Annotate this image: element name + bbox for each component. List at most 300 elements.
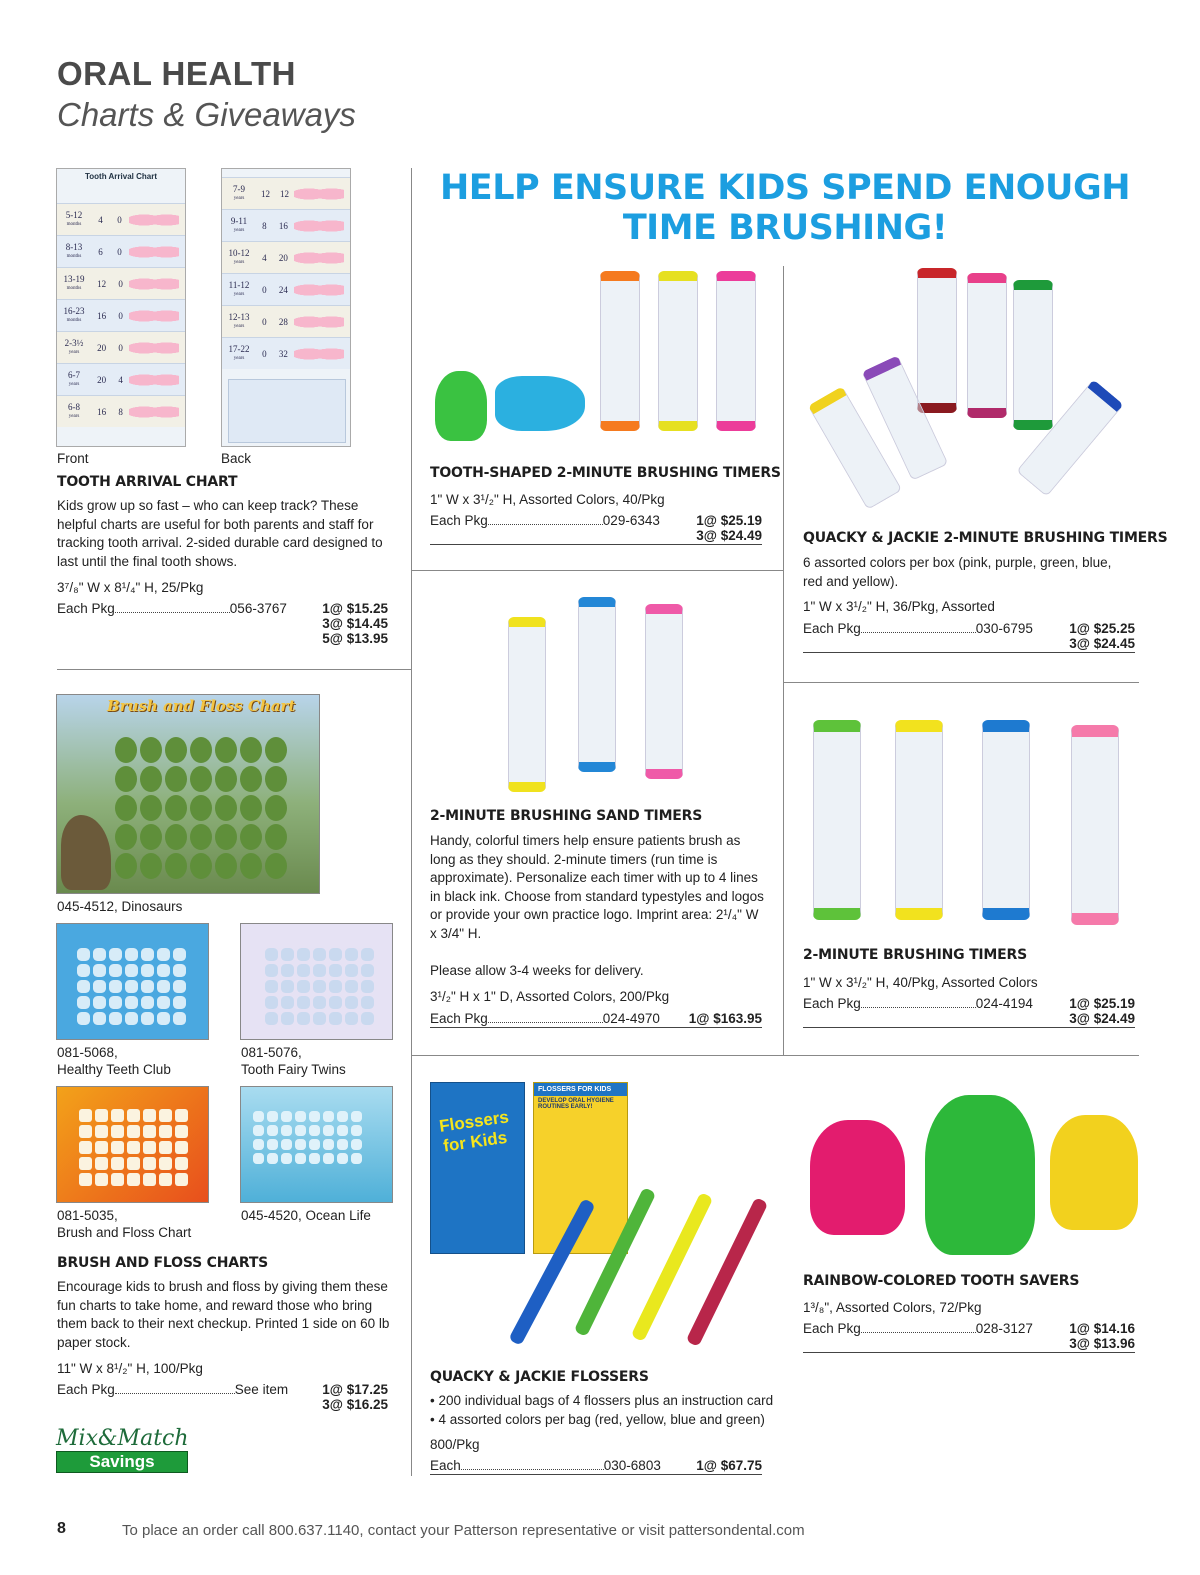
- tooth-icon: [141, 996, 154, 1009]
- tooth-icon: [313, 964, 326, 977]
- tooth-timers-title: TOOTH-SHAPED 2-MINUTE BRUSHING TIMERS: [430, 465, 781, 481]
- tooth-savers-image: [805, 1090, 1140, 1260]
- baby-teeth-count: 4: [98, 214, 103, 225]
- pink-quacky-timer: [967, 273, 1007, 418]
- quacky-timers-prices: [1045, 621, 1135, 651]
- tooth-savers-title: RAINBOW-COLORED TOOTH SAVERS: [803, 1273, 1080, 1289]
- tooth-icon: [295, 1125, 306, 1136]
- tooth-icon: [127, 1157, 140, 1170]
- floss-charts-description: Encourage kids to brush and floss by giving them these fun charts to take home, and reward those who bring them back to their next checkup. Printed 1 side on 60 lb paper stock.: [57, 1279, 390, 1350]
- tooth-icon: [125, 1012, 138, 1025]
- yellow-brushing-timer: [895, 720, 943, 920]
- permanent-teeth-count: 4: [118, 374, 123, 385]
- egg-icon: [240, 737, 262, 763]
- sku: 024-4970: [602, 1011, 660, 1026]
- flossers-title: QUACKY & JACKIE FLOSSERS: [430, 1369, 649, 1385]
- flossers-order: [430, 1458, 675, 1473]
- price-2: 3@ $14.45: [322, 616, 388, 631]
- chart-row-counts: [91, 375, 129, 385]
- chart-row-counts: [256, 253, 294, 263]
- blue-sand-timer: [578, 597, 616, 772]
- chart-row-age: 6-7 years: [57, 371, 91, 389]
- tooth-icon: [361, 996, 374, 1009]
- tooth-chart-front-image: [56, 168, 186, 447]
- egg-icon: [240, 795, 262, 821]
- baby-teeth-count: 0: [262, 284, 267, 295]
- pink-brushing-timer: [1071, 725, 1119, 925]
- egg-icon: [115, 824, 137, 850]
- permanent-teeth-count: 0: [118, 342, 123, 353]
- price-3: 5@ $13.95: [322, 631, 388, 646]
- egg-icon: [140, 737, 162, 763]
- yellow-timer: [658, 271, 698, 431]
- tooth-icon: [125, 996, 138, 1009]
- tooth-icon: [329, 980, 342, 993]
- mix-match-line1: Mix&Match: [56, 1426, 189, 1451]
- permanent-teeth-count: 0: [117, 214, 122, 225]
- egg-icon: [165, 795, 187, 821]
- price-1: 1@ $17.25: [322, 1382, 388, 1397]
- chart-row-unit: years: [233, 355, 245, 361]
- egg-icon: [215, 824, 237, 850]
- tooth-icon: [309, 1111, 320, 1122]
- chart-row-age: 9-11 years: [222, 217, 256, 235]
- tooth-icon: [111, 1173, 124, 1186]
- chart-row-unit: years: [233, 195, 245, 201]
- permanent-teeth-count: 28: [278, 316, 288, 327]
- tooth-icon: [351, 1153, 362, 1164]
- tooth-icon: [125, 948, 138, 961]
- mix-match-line2: Savings: [56, 1451, 188, 1473]
- tooth-icon: [175, 1109, 188, 1122]
- blue-brushing-timer: [982, 720, 1030, 920]
- egg-icon: [190, 737, 212, 763]
- tooth-icon: [329, 964, 342, 977]
- tooth-chart-prices: [300, 601, 388, 646]
- tooth-icon: [295, 1153, 306, 1164]
- tooth-icon: [95, 1109, 108, 1122]
- order-label: Each Pkg: [803, 621, 861, 636]
- tooth-diagram-icon: [129, 369, 179, 391]
- tooth-diagram-icon: [129, 401, 179, 423]
- tooth-icon: [253, 1153, 264, 1164]
- baby-teeth-count: 16: [97, 310, 107, 321]
- tooth-savers-prices: [1045, 1321, 1135, 1351]
- brushing-timers-prices: [1045, 996, 1135, 1026]
- tooth-icon: [351, 1125, 362, 1136]
- tooth-icon: [77, 996, 90, 1009]
- permanent-teeth-count: 0: [117, 246, 122, 257]
- tooth-icon: [295, 1111, 306, 1122]
- chart-row-counts: [256, 285, 294, 295]
- tooth-diagram-icon: [294, 247, 344, 269]
- chart-row-unit: years: [233, 227, 245, 233]
- sku: 029-6343: [602, 513, 660, 528]
- leader-dots: [115, 603, 230, 613]
- egg-icon: [140, 766, 162, 792]
- tooth-icon: [175, 1125, 188, 1138]
- tooth-icon: [79, 1109, 92, 1122]
- tooth-icon: [159, 1173, 172, 1186]
- tooth-icon: [93, 1012, 106, 1025]
- tooth-icon: [159, 1141, 172, 1154]
- sku: 024-4194: [975, 996, 1033, 1011]
- tooth-icon: [329, 996, 342, 1009]
- chart-row-unit: years: [233, 291, 245, 297]
- price-1: 1@ $14.16: [1069, 1321, 1135, 1336]
- chart-row: [57, 267, 185, 299]
- chart-row: [222, 337, 350, 369]
- tooth-icon: [157, 980, 170, 993]
- tooth-icon: [143, 1125, 156, 1138]
- baby-teeth-count: 12: [97, 278, 107, 289]
- egg-icon: [215, 737, 237, 763]
- tooth-diagram-icon: [129, 241, 179, 263]
- flossers-size: 800/Pkg: [430, 1437, 480, 1452]
- flossers-image: [430, 1082, 770, 1367]
- tooth-icon: [361, 964, 374, 977]
- baby-teeth-count: 12: [261, 188, 270, 199]
- tooth-icon: [109, 980, 122, 993]
- brushing-timers-title: 2-MINUTE BRUSHING TIMERS: [803, 947, 1027, 963]
- tooth-icon: [125, 980, 138, 993]
- tooth-icon: [173, 980, 186, 993]
- permanent-teeth-count: 32: [278, 348, 288, 359]
- tooth-diagram-icon: [294, 279, 344, 301]
- tooth-icon: [265, 964, 278, 977]
- tooth-icon: [141, 948, 154, 961]
- egg-icon: [265, 853, 287, 879]
- sand-timers-title: 2-MINUTE BRUSHING SAND TIMERS: [430, 808, 703, 824]
- caption-tft-1: 081-5076,: [241, 1045, 302, 1060]
- leader-dots: [861, 623, 976, 633]
- tooth-icon: [295, 1139, 306, 1150]
- quacky-timers-description: 6 assorted colors per box (pink, purple, green, blue, red and yellow).: [803, 555, 1112, 589]
- sand-timers-image: [490, 592, 700, 797]
- egg-icon: [265, 737, 287, 763]
- chart-row-unit: years: [68, 413, 80, 419]
- brush-floss-chart-image: [56, 1086, 209, 1203]
- bullet-2: • 4 assorted colors per bag (red, yellow, blue and green): [430, 1411, 775, 1430]
- egg-icon: [115, 795, 137, 821]
- tooth-icon: [93, 980, 106, 993]
- chart-row-age: 16-23 months: [57, 307, 91, 325]
- baby-teeth-count: 0: [262, 348, 267, 359]
- tooth-icon: [77, 980, 90, 993]
- chart-row: [222, 209, 350, 241]
- yellow-sand-timer: [508, 617, 546, 792]
- chart-row: [222, 177, 350, 209]
- sand-timers-prices: [672, 1011, 762, 1026]
- egg-icon: [190, 853, 212, 879]
- tooth-icon: [93, 948, 106, 961]
- pink-timer: [716, 271, 756, 431]
- price-1: 1@ $25.19: [1069, 996, 1135, 1011]
- egg-icon: [215, 766, 237, 792]
- tooth-icon: [143, 1109, 156, 1122]
- front-label: Front: [57, 451, 89, 466]
- tooth-icon: [351, 1139, 362, 1150]
- tooth-chart-size: 3⁷/₈" W x 8¹/₄" H, 25/Pkg: [57, 580, 204, 595]
- price-2: 3@ $24.49: [696, 528, 762, 543]
- tooth-icon: [361, 948, 374, 961]
- tooth-icon: [111, 1157, 124, 1170]
- tooth-icon: [345, 980, 358, 993]
- price-1: 1@ $67.75: [696, 1458, 762, 1473]
- sku: 030-6795: [975, 621, 1033, 636]
- egg-icon: [165, 766, 187, 792]
- permanent-teeth-count: 20: [278, 252, 288, 263]
- tooth-icon: [337, 1111, 348, 1122]
- tooth-icon: [281, 1012, 294, 1025]
- quacky-timers-title: QUACKY & JACKIE 2-MINUTE BRUSHING TIMERS: [803, 530, 1168, 546]
- divider-right: [783, 266, 784, 1056]
- tooth-savers-size: 1³/₈", Assorted Colors, 72/Pkg: [803, 1300, 982, 1315]
- tooth-icon: [265, 996, 278, 1009]
- yellow-tooth-saver-icon: [1050, 1115, 1138, 1230]
- tooth-fairy-twins-image: [240, 923, 393, 1040]
- headline: [430, 168, 1140, 248]
- page-number: 8: [57, 1520, 66, 1537]
- chart-row-unit: years: [68, 349, 80, 355]
- tooth-icon: [267, 1125, 278, 1136]
- chart-row-counts: [91, 407, 129, 417]
- tooth-diagram-icon: [294, 215, 344, 237]
- tooth-icon: [265, 980, 278, 993]
- flossers-box-title-2: for Kids: [442, 1127, 509, 1156]
- order-label: Each Pkg: [57, 1382, 115, 1397]
- chart-row: [57, 235, 185, 267]
- tooth-icon: [309, 1153, 320, 1164]
- quacky-timers-order: [803, 621, 1043, 636]
- baby-teeth-count: 6: [98, 246, 103, 257]
- egg-icon: [165, 853, 187, 879]
- tooth-icon: [125, 964, 138, 977]
- divider-mid-h1: [412, 570, 783, 571]
- permanent-teeth-count: 24: [278, 284, 288, 295]
- tooth-icon: [337, 1139, 348, 1150]
- tooth-icon: [95, 1125, 108, 1138]
- tooth-icon: [345, 964, 358, 977]
- footer-text: To place an order call 800.637.1140, contact your Patterson representative or visit pattersondental.com: [122, 1522, 805, 1539]
- baby-teeth-count: 20: [97, 374, 107, 385]
- chart-row-counts: [91, 279, 129, 289]
- tooth-icon: [329, 948, 342, 961]
- tooth-icon: [281, 1111, 292, 1122]
- tooth-icon: [127, 1109, 140, 1122]
- price-2: 3@ $24.45: [1069, 636, 1135, 651]
- tooth-icon: [361, 1012, 374, 1025]
- divider-left: [411, 168, 412, 1476]
- chart-row: [222, 241, 350, 273]
- tooth-icon: [351, 1111, 362, 1122]
- tooth-icon: [159, 1125, 172, 1138]
- tooth-diagram-icon: [294, 183, 344, 205]
- permanent-teeth-count: 0: [118, 310, 123, 321]
- sku: 056-3767: [229, 601, 287, 616]
- chart-row-counts: [256, 221, 294, 231]
- leader-dots: [461, 1460, 604, 1470]
- tooth-icon: [109, 996, 122, 1009]
- price-2: 3@ $13.96: [1069, 1336, 1135, 1351]
- leader-dots: [861, 1323, 976, 1333]
- tooth-icon: [93, 964, 106, 977]
- chart-row: [222, 273, 350, 305]
- tooth-icon: [157, 964, 170, 977]
- baby-teeth-count: 4: [262, 252, 267, 263]
- chart-row-unit: years: [68, 381, 80, 387]
- tooth-icon: [345, 1012, 358, 1025]
- floss-charts-title: BRUSH AND FLOSS CHARTS: [57, 1255, 269, 1271]
- flossers-box-title-1: Flossers: [438, 1107, 510, 1136]
- divider-right-h2: [784, 1055, 1139, 1056]
- flossers-rule: [430, 1474, 762, 1475]
- price-2: 3@ $24.49: [1069, 1011, 1135, 1026]
- tooth-icon: [79, 1157, 92, 1170]
- tooth-icon: [79, 1141, 92, 1154]
- tooth-icon: [323, 1125, 334, 1136]
- chart-row-age: 11-12 years: [222, 281, 256, 299]
- tooth-icon: [175, 1173, 188, 1186]
- chart-row-age: 8-13 months: [57, 243, 91, 261]
- brushing-timers-order: [803, 996, 1043, 1011]
- sku: 030-6803: [603, 1458, 661, 1473]
- tooth-icon: [345, 948, 358, 961]
- dinosaur-icon: [61, 815, 111, 890]
- tooth-timers-image: [430, 266, 775, 461]
- divider-mid-h2: [412, 1055, 783, 1056]
- tooth-icon: [173, 996, 186, 1009]
- sand-timers-delivery: Please allow 3-4 weeks for delivery.: [430, 963, 644, 978]
- price-2: 3@ $16.25: [322, 1397, 388, 1412]
- blue-tooth-icon: [495, 376, 585, 431]
- green-brushing-timer: [813, 720, 861, 920]
- tooth-chart-order: [57, 601, 297, 616]
- tooth-icon: [265, 1012, 278, 1025]
- tooth-icon: [253, 1111, 264, 1122]
- leader-dots: [861, 998, 976, 1008]
- tooth-icon: [127, 1173, 140, 1186]
- tooth-icon: [175, 1141, 188, 1154]
- chart-row-counts: [91, 247, 129, 257]
- orange-timer: [600, 271, 640, 431]
- tooth-icon: [337, 1153, 348, 1164]
- tooth-icon: [329, 1012, 342, 1025]
- brushing-timers-size: 1" W x 3¹/₂" H, 40/Pkg, Assorted Colors: [803, 975, 1038, 990]
- tooth-icon: [297, 980, 310, 993]
- chart-row: [57, 331, 185, 363]
- chart-row: [57, 299, 185, 331]
- order-label: Each Pkg: [803, 996, 861, 1011]
- flossers-card-subtitle: DEVELOP ORAL HYGIENE ROUTINES EARLY!: [538, 1098, 614, 1110]
- egg-icon: [140, 795, 162, 821]
- tooth-icon: [173, 948, 186, 961]
- sand-timers-size: 3¹/₂" H x 1" D, Assorted Colors, 200/Pkg: [430, 989, 670, 1004]
- tooth-icon: [313, 996, 326, 1009]
- tooth-chart-back-image: [221, 168, 351, 447]
- back-label: Back: [221, 451, 252, 466]
- tooth-icon: [109, 964, 122, 977]
- chart-row-age: 2-3½ years: [57, 339, 91, 357]
- tooth-icon: [77, 964, 90, 977]
- egg-icon: [140, 824, 162, 850]
- tooth-icon: [111, 1125, 124, 1138]
- leader-dots: [115, 1384, 235, 1394]
- tooth-icon: [337, 1125, 348, 1136]
- tooth-icon: [141, 1012, 154, 1025]
- sand-timers-description: Handy, colorful timers help ensure patients brush as long as they should. 2-minute timers (run time is approximate). Personalize each timer with up to 4 lines in black ink. Choose from standard typestyles and logos or provide your own practice logo. Imprint area: 2¹/₄" W x 3/4" H.: [430, 833, 764, 941]
- permanent-teeth-count: 0: [118, 278, 123, 289]
- tooth-icon: [127, 1125, 140, 1138]
- pink-sand-timer: [645, 604, 683, 779]
- chart-row-age: 10-12 years: [222, 249, 256, 267]
- caption-bfc-2: Brush and Floss Chart: [57, 1225, 192, 1240]
- divider-left-h: [57, 669, 411, 670]
- tooth-icon: [281, 980, 294, 993]
- leader-dots: [488, 515, 603, 525]
- red-quacky-timer: [917, 268, 957, 413]
- chart-row: [57, 395, 185, 427]
- headline-line2: TIME BRUSHING!: [622, 208, 948, 248]
- tooth-icon: [309, 1125, 320, 1136]
- egg-icon: [165, 824, 187, 850]
- sku: 028-3127: [975, 1321, 1033, 1336]
- tooth-icon: [281, 964, 294, 977]
- green-quacky-timer: [1013, 280, 1053, 430]
- tooth-icon: [323, 1139, 334, 1150]
- tooth-icon: [281, 996, 294, 1009]
- floss-charts-prices: [300, 1382, 388, 1412]
- floss-charts-order: [57, 1382, 297, 1397]
- tooth-diagram-icon: [294, 311, 344, 333]
- caption-ocean: 045-4520, Ocean Life: [241, 1208, 371, 1223]
- green-tooth-icon: [435, 371, 487, 441]
- order-label: Each Pkg: [430, 513, 488, 528]
- tooth-timers-order: [430, 513, 670, 528]
- tooth-timers-size: 1" W x 3¹/₂" H, Assorted Colors, 40/Pkg: [430, 492, 665, 507]
- chart-row-unit: years: [233, 259, 245, 265]
- tooth-icon: [157, 996, 170, 1009]
- baby-teeth-count: 8: [262, 220, 267, 231]
- tooth-icon: [79, 1125, 92, 1138]
- divider-right-h1: [784, 682, 1139, 683]
- tooth-icon: [281, 1125, 292, 1136]
- permanent-teeth-count: 8: [118, 406, 123, 417]
- order-label: Each: [430, 1458, 461, 1473]
- chart-row-age: 17-22 years: [222, 345, 256, 363]
- chart-row: [57, 203, 185, 235]
- tooth-icon: [77, 948, 90, 961]
- tooth-icon: [313, 980, 326, 993]
- tooth-icon: [77, 1012, 90, 1025]
- tooth-chart-description: Kids grow up so fast – who can keep track? These helpful charts are useful for both parents and staff for tracking tooth arrival. 2-sided durable card designed to last until the final tooth shows.: [57, 498, 383, 569]
- caption-dinosaurs: 045-4512, Dinosaurs: [57, 899, 183, 914]
- chart-row-counts: [91, 343, 129, 353]
- permanent-teeth-count: 12: [280, 188, 289, 199]
- page-subtitle: Charts & Giveaways: [57, 96, 356, 133]
- egg-icon: [215, 795, 237, 821]
- tooth-icon: [127, 1141, 140, 1154]
- tooth-icon: [143, 1173, 156, 1186]
- tooth-icon: [297, 1012, 310, 1025]
- headline-line1: HELP ENSURE KIDS SPEND ENOUGH: [440, 168, 1130, 208]
- tooth-icon: [159, 1157, 172, 1170]
- egg-icon: [240, 824, 262, 850]
- tooth-icon: [175, 1157, 188, 1170]
- tooth-timers-prices: [672, 513, 762, 543]
- caption-htc-2: Healthy Teeth Club: [57, 1062, 171, 1077]
- tooth-icon: [95, 1173, 108, 1186]
